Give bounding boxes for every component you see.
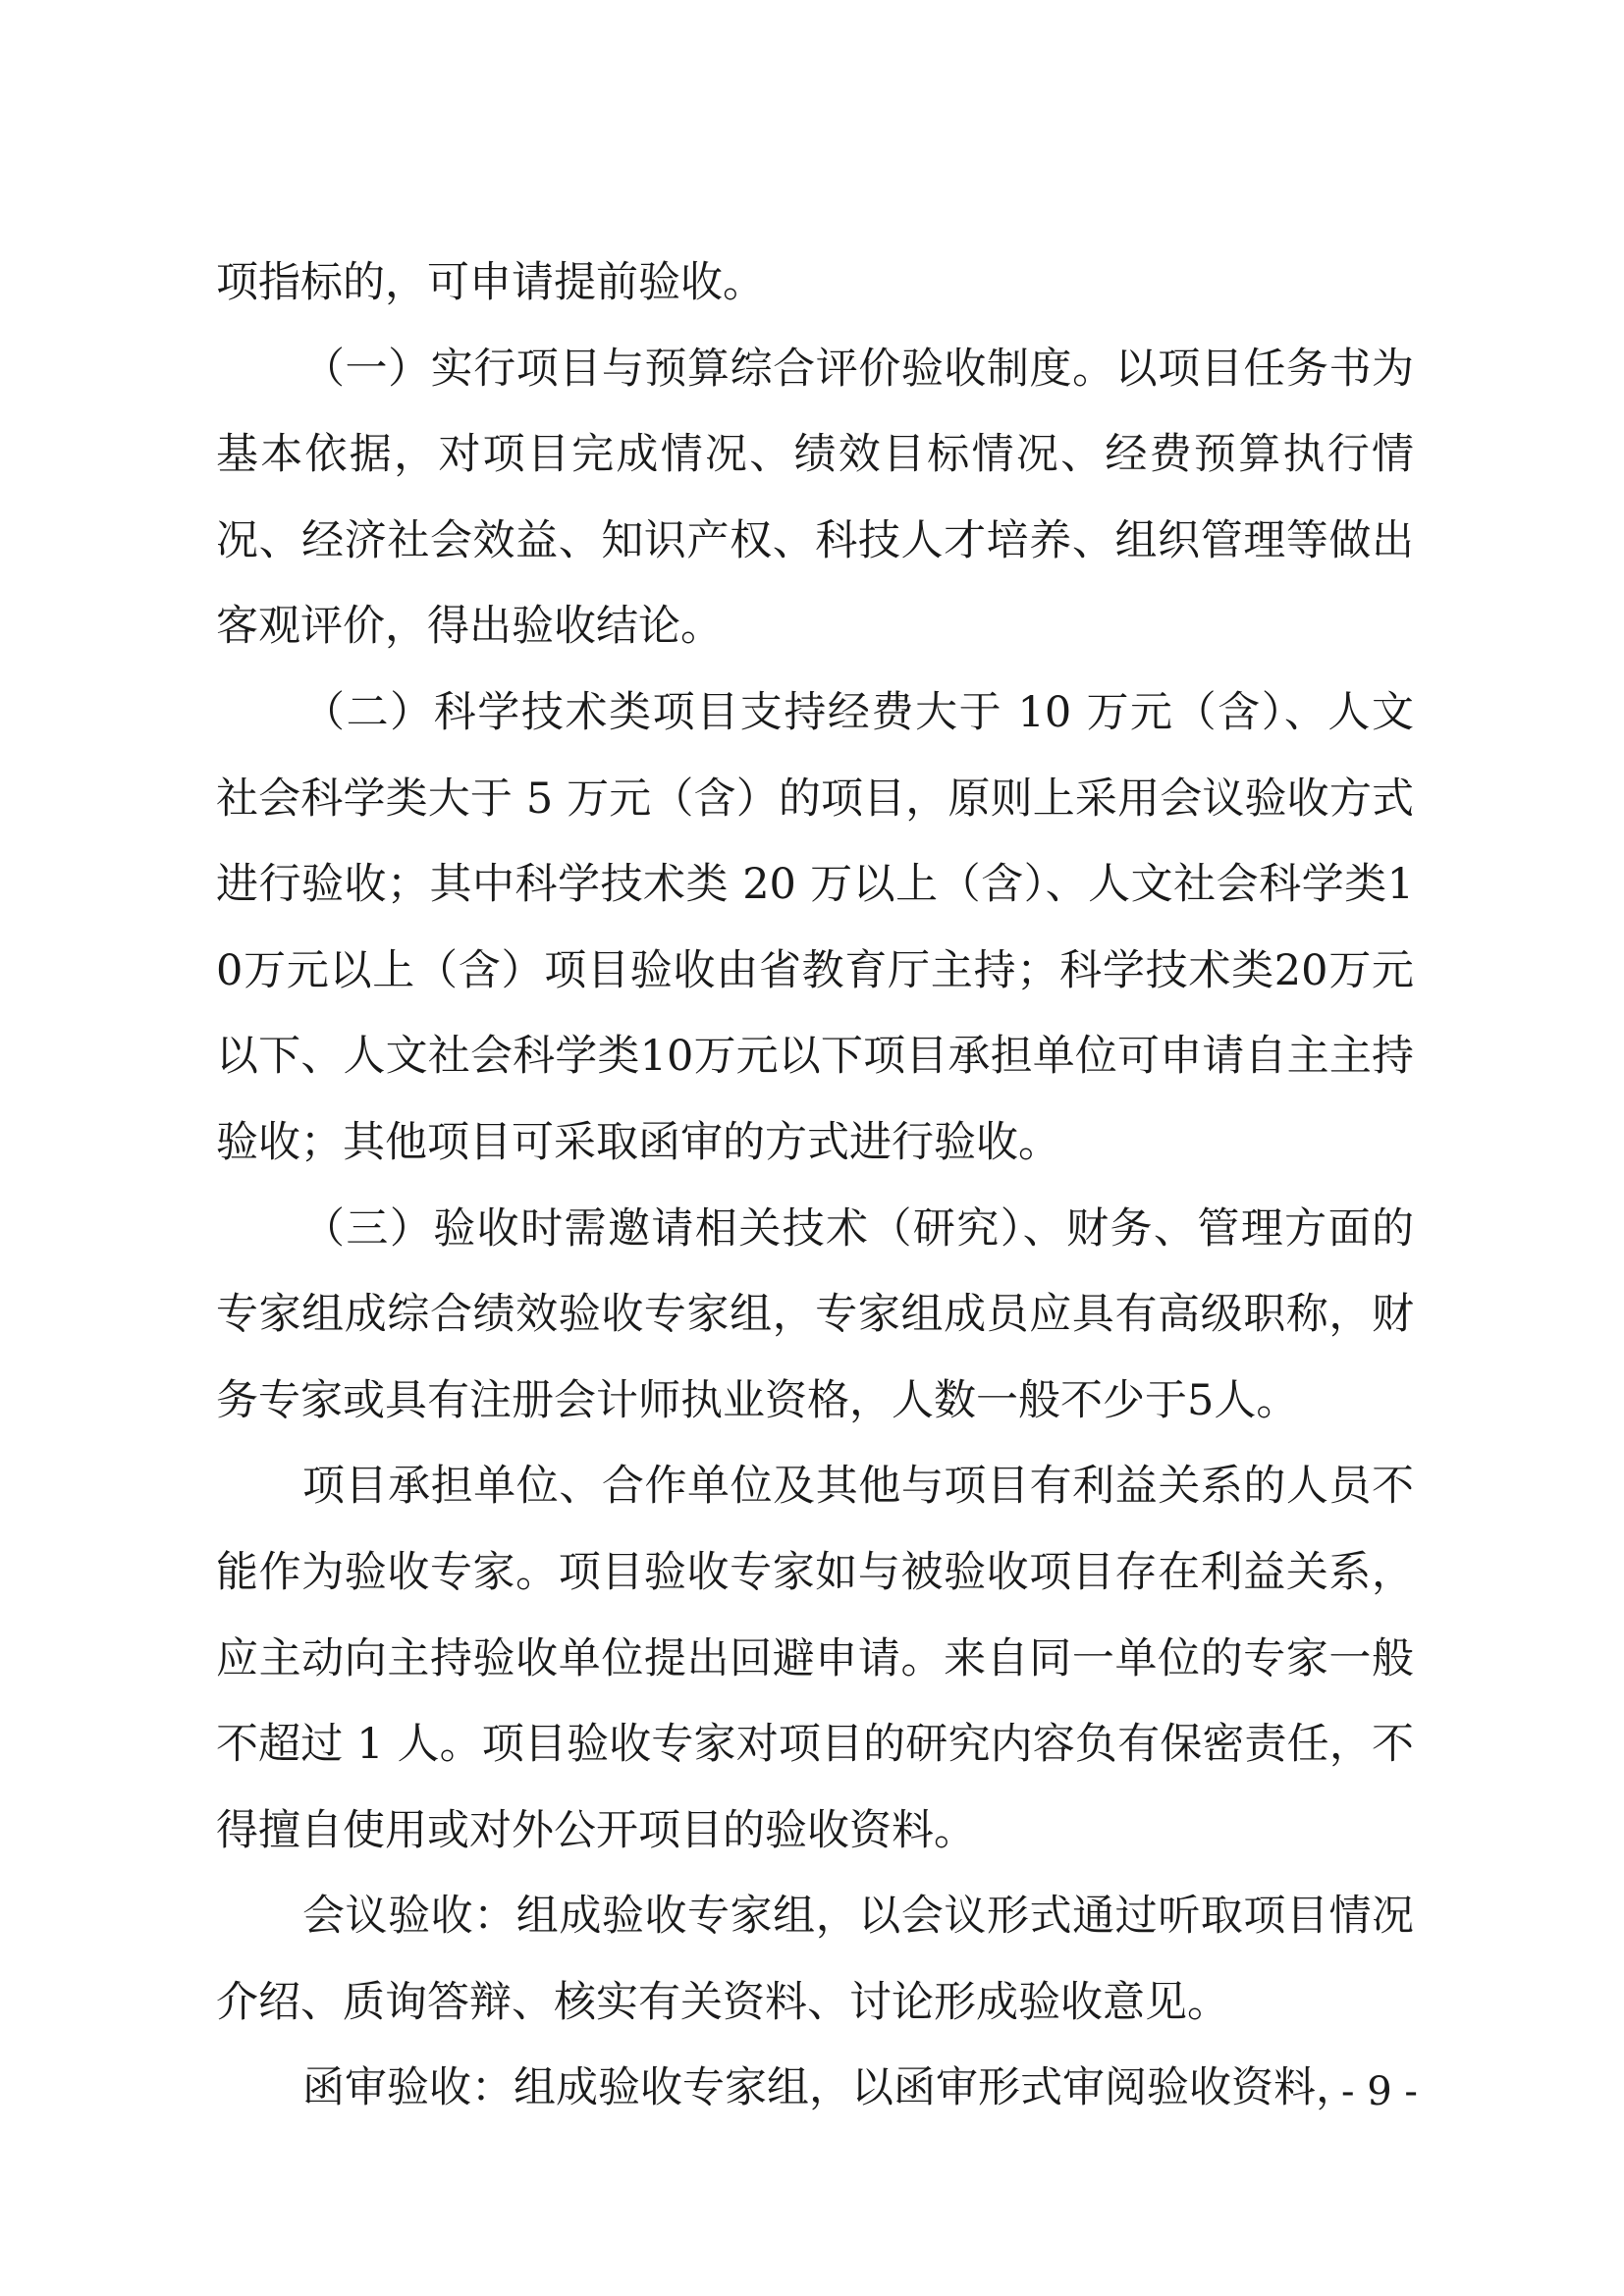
paragraph-meeting-acceptance: 会议验收：组成验收专家组，以会议形式通过听取项目情况介绍、质询答辩、核实有关资料、讨论形成验收意见。 <box>216 1892 1414 2027</box>
paragraph-evaluation-system: （一）实行项目与预算综合评价验收制度。以项目任务书为基本依据，对项目完成情况、绩效目标情况、经费预算执行情况、经济社会效益、知识产权、科技人才培养、组织管理等做出客观评价，得出验收结论。 <box>216 344 1414 652</box>
paragraph-expert-panel: （三）验收时需邀请相关技术（研究）、财务、管理方面的专家组成综合绩效验收专家组，专家组成员应具有高级职称，财务专家或具有注册会计师执业资格，人数一般不少于5人。 <box>216 1203 1414 1425</box>
paragraph-letter-review-acceptance: 函审验收：组成验收专家组，以函审形式审阅验收资料， <box>302 2063 1358 2113</box>
paragraph-acceptance-methods: （二）科学技术类项目支持经费大于 10 万元（含）、人文社会科学类大于 5 万元（含）的项目，原则上采用会议验收方式进行验收；其中科学技术类 20 万以上（含）、人文社会科学类10万元以上（含）项目验收由省教育厅主持；科学技术类20万元以下、人文社会科学类10万元以下项目承担单位可申请自主主持验收；其他项目可采取函审的方式进行验收。 <box>216 687 1414 1167</box>
paragraph-conflict-of-interest: 项目承担单位、合作单位及其他与项目有利益关系的人员不能作为验收专家。项目验收专家如与被验收项目存在利益关系，应主动向主持验收单位提出回避申请。来自同一单位的专家一般不超过 1 人。项目验收专家对项目的研究内容负有保密责任，不得擅自使用或对外公开项目的验收资料。 <box>216 1462 1414 1855</box>
page-number: - 9 - <box>1341 2069 1418 2114</box>
document-body <box>216 240 1414 2132</box>
paragraph-continuation: 项指标的，可申请提前验收。 <box>216 258 765 307</box>
